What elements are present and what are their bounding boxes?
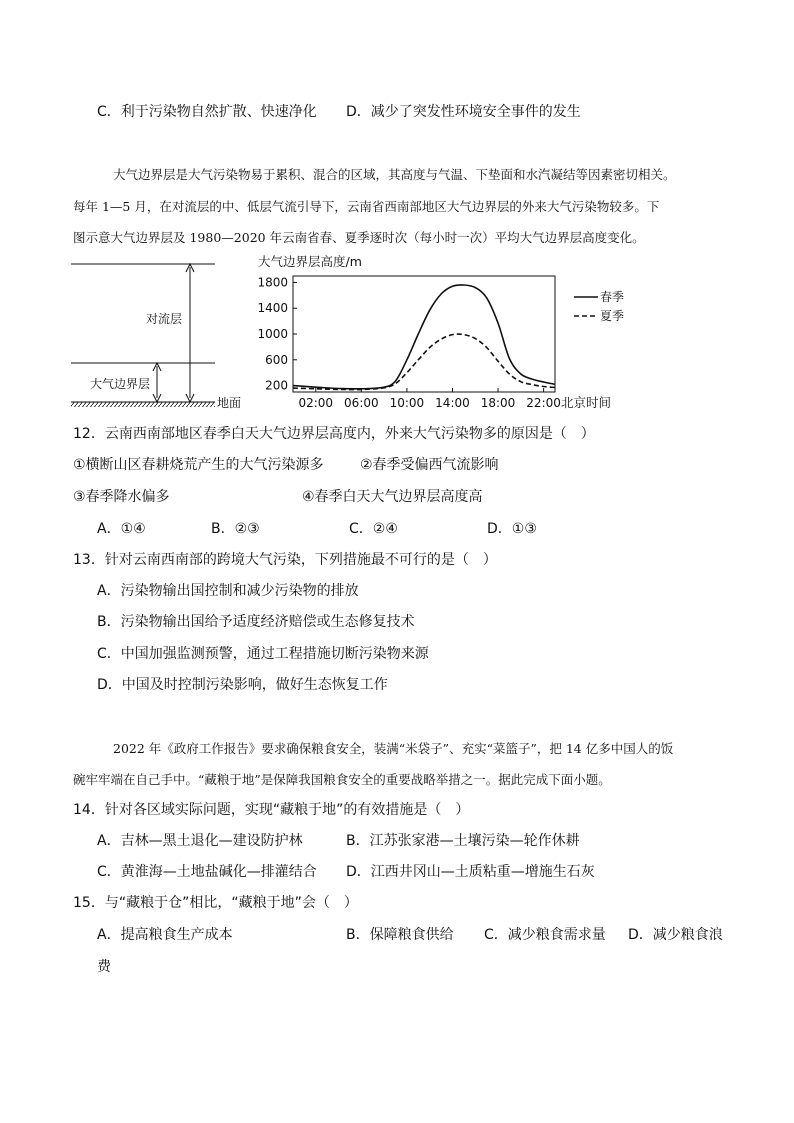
ground-hatch: [71, 402, 215, 407]
q12-choice-d[interactable]: D．①③: [487, 521, 537, 537]
q15-choice-d-continued: 费: [97, 959, 111, 975]
q14-stem: 14．针对各区域实际问题，实现“藏粮于地”的有效措施是（ ）: [73, 802, 470, 818]
q12-choice-a[interactable]: A．①④: [97, 521, 146, 537]
x-tick-label: 06:00: [344, 396, 379, 410]
q14-choice-d[interactable]: D．江西井冈山—土质粘重—增施生石灰: [346, 864, 595, 880]
plot-frame: [293, 276, 555, 392]
passage2-line1: 2022 年《政府工作报告》要求确保粮食安全，装满“米袋子”、充实“菜篮子”，把 14 亿多中国人的饭: [113, 741, 674, 756]
q12-choice-c[interactable]: C．②④: [349, 521, 398, 537]
y-tick-label: 1000: [257, 327, 288, 341]
q14-choice-a[interactable]: A．吉林—黑土退化—建设防护林: [97, 833, 303, 849]
q15-stem: 15．与“藏粮于仓”相比，“藏粮于地”会（ ）: [73, 895, 358, 911]
x-axis-title: 北京时间: [561, 395, 612, 410]
q12-item-3: ③春季降水偏多: [73, 489, 170, 505]
q13-stem: 13．针对云南西南部的跨境大气污染，下列措施最不可行的是（ ）: [73, 552, 497, 568]
y-tick-label: 1400: [257, 301, 288, 316]
spring-series-line: [293, 285, 555, 389]
x-tick-label: 14:00: [435, 396, 470, 410]
legend-spring-label: 春季: [600, 290, 625, 304]
x-tick-label: 18:00: [480, 396, 516, 410]
x-tick-label: 22:00: [526, 396, 561, 410]
q15-choice-b[interactable]: B．保障粮食供给: [346, 927, 454, 943]
summer-series-line: [293, 334, 555, 389]
passage1-line2: 每年 1—5 月，在对流层的中、低层气流引导下，云南省西南部地区大气边界层的外来大气污染物较多。下: [73, 199, 660, 214]
q14-choice-b[interactable]: B．江苏张家港—土壤污染—轮作休耕: [346, 833, 580, 849]
q13-choice-d[interactable]: D．中国及时控制污染影响，做好生态恢复工作: [97, 677, 388, 693]
passage1-line3: 图示意大气边界层及 1980—2020 年云南省春、夏季逐时次（每小时一次）平均大气边界层高度变化。: [73, 230, 645, 245]
passage1-line1: 大气边界层是大气污染物易于累积、混合的区域，其高度与气温、下垫面和水汽凝结等因素密切相关。: [113, 167, 676, 182]
q13-choice-a[interactable]: A．污染物输出国控制和减少污染物的排放: [97, 583, 359, 599]
q12-item-1: ①横断山区春耕烧荒产生的大气污染源多: [73, 457, 324, 473]
q12-choice-b[interactable]: B．②③: [211, 521, 260, 537]
q15-choice-c[interactable]: C．减少粮食需求量: [484, 927, 606, 943]
q14-choice-c[interactable]: C．黄淮海—土地盐碱化—排灌结合: [97, 864, 317, 880]
y-tick-label: 200: [265, 378, 288, 393]
x-axis-ticks: [298, 388, 560, 410]
boundary-layer-label: 大气边界层: [90, 377, 151, 391]
legend-summer-label: 夏季: [600, 309, 625, 323]
y-axis-title: 大气边界层高度/m: [258, 254, 362, 269]
figure-svg: [0, 250, 794, 420]
q11-option-d: D．减少了突发性环境安全事件的发生: [346, 104, 581, 120]
y-tick-label: 600: [265, 352, 288, 367]
series-group: [293, 285, 555, 390]
q15-choice-d[interactable]: D．减少粮食浪: [628, 927, 723, 943]
y-tick-label: 1800: [257, 275, 288, 290]
y-axis-ticks: [257, 275, 297, 392]
legend: [574, 289, 624, 323]
x-tick-label: 02:00: [298, 396, 334, 410]
ground-label: 地面: [217, 396, 242, 410]
q11-option-c: C．利于污染物自然扩散、快速净化: [97, 104, 317, 120]
q12-item-4: ④春季白天大气边界层高度高: [302, 489, 483, 505]
q13-choice-c[interactable]: C．中国加强监测预警，通过工程措施切断污染物来源: [97, 646, 429, 662]
q12-stem: 12．云南西南部地区春季白天大气边界层高度内，外来大气污染物多的原因是（ ）: [73, 426, 595, 442]
atmosphere-diagram: [71, 264, 241, 410]
troposphere-label: 对流层: [146, 312, 183, 326]
passage2-line2: 碗牢牢端在自己手中。“藏粮于地”是保障我国粮食安全的重要战略举措之一。据此完成下面小题。: [73, 772, 611, 787]
q12-item-2: ②春季受偏西气流影响: [360, 457, 499, 473]
figure: [0, 250, 794, 420]
q15-choice-a[interactable]: A．提高粮食生产成本: [97, 927, 233, 943]
x-tick-label: 10:00: [389, 396, 425, 410]
q13-choice-b[interactable]: B．污染物输出国给予适度经济赔偿或生态修复技术: [97, 614, 415, 630]
boundary-layer-height-chart: [257, 254, 624, 410]
